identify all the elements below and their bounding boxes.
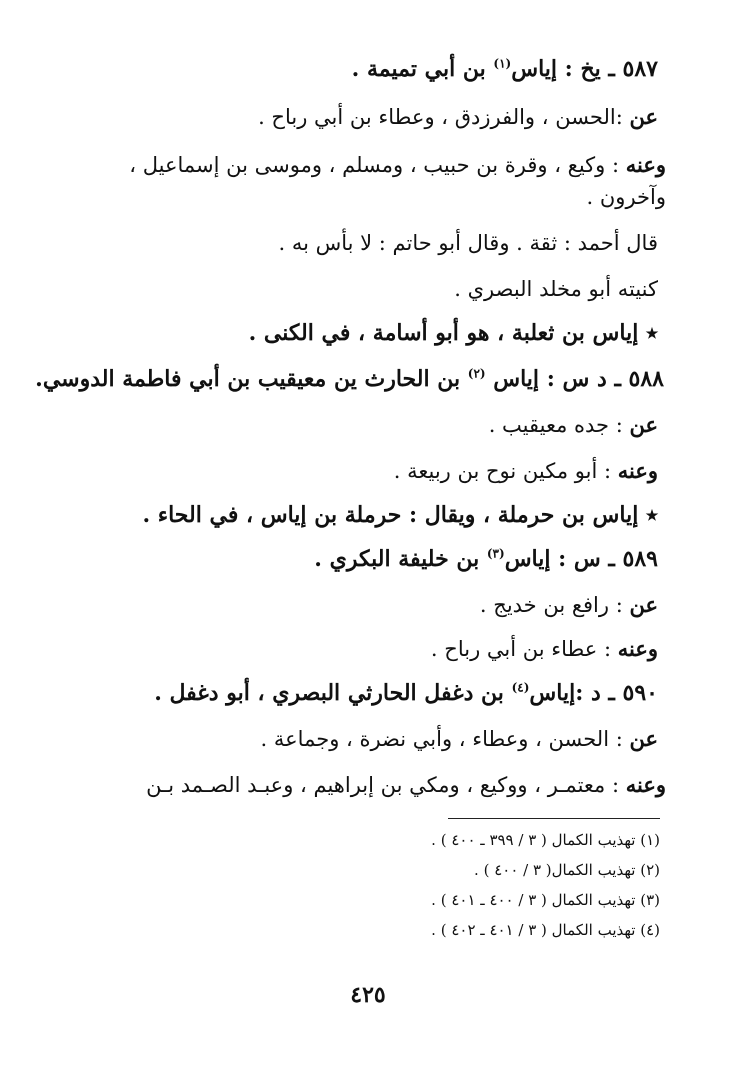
footnote-2: (٢) تهذيب الكمال( ٣ / ٤٠٠ ) . bbox=[474, 861, 660, 879]
entry-589-number-name: ٥٨٩ ـ س : إياس bbox=[504, 546, 658, 572]
entry-587-students: : وكيع ، وقرة بن حبيب ، ومسلم ، وموسى بن إسماعيل ، bbox=[129, 153, 626, 177]
page-number: ٤٢٥ bbox=[350, 982, 386, 1008]
cross-ref-thalaba: ٭ إياس بن ثعلبة ، هو أبو أسامة ، في الكنى . bbox=[248, 320, 658, 346]
entry-587-narrated-by-cont: وآخرون . bbox=[586, 185, 666, 209]
entry-590-heading bbox=[154, 678, 658, 708]
entry-590-students: : معتمـر ، ووكيع ، ومكي بن إبراهيم ، وعبـد الصـمد بـن bbox=[146, 773, 626, 797]
cross-ref-harmala: ٭ إياس بن حرملة ، ويقال : حرملة بن إياس ، في الحاء . bbox=[142, 502, 658, 528]
label-wanhu: وعنه bbox=[617, 458, 658, 483]
entry-587-narrated-from bbox=[258, 102, 658, 132]
entry-590-name-rest: بن دغفل الحارثي البصري ، أبو دغفل . bbox=[154, 680, 512, 706]
entry-588-heading bbox=[35, 364, 664, 394]
entry-587-grading: قال أحمد : ثقة . وقال أبو حاتم : لا بأس به . bbox=[278, 231, 658, 255]
entry-588-teachers: : جده معيقيب . bbox=[488, 413, 630, 437]
entry-589-teachers: : رافع بن خديج . bbox=[479, 593, 630, 617]
footnote-3: (٣) تهذيب الكمال ( ٣ / ٤٠٠ ـ ٤٠١ ) . bbox=[431, 891, 660, 909]
footnote-ref-1[interactable]: (١) bbox=[493, 56, 512, 71]
footnote-ref-4[interactable]: (٤) bbox=[511, 680, 530, 695]
entry-588-name-rest: بن الحارث ين معيقيب بن أبي فاطمة الدوسي. bbox=[35, 366, 468, 392]
label-wanhu: وعنه bbox=[617, 636, 658, 661]
entry-587-name-rest: بن أبي تميمة . bbox=[351, 56, 494, 82]
label-wanhu: وعنه bbox=[625, 152, 666, 177]
label-an: عن bbox=[629, 592, 658, 617]
entry-588-number-name: ٥٨٨ ـ د س : إياس bbox=[485, 366, 664, 392]
entry-590-narrated-by bbox=[146, 770, 666, 800]
entry-589-students: : عطاء بن أبي رباح . bbox=[430, 637, 618, 661]
entry-587-number-name: ٥٨٧ ـ يخ : إياس bbox=[511, 56, 658, 82]
entry-590-narrated-from bbox=[261, 724, 658, 754]
label-an: عن bbox=[629, 104, 658, 129]
entry-588-narrated-from bbox=[489, 410, 658, 440]
footnote-1: (١) تهذيب الكمال ( ٣ / ٣٩٩ ـ ٤٠٠ ) . bbox=[431, 831, 660, 849]
entry-589-name-rest: بن خليفة البكري . bbox=[314, 546, 487, 572]
entry-588-narrated-by bbox=[394, 456, 658, 486]
entry-589-narrated-from bbox=[480, 590, 658, 620]
entry-587-narrated-by bbox=[129, 150, 666, 180]
entry-590-number-name: ٥٩٠ ـ د :إياس bbox=[529, 680, 658, 706]
entry-587-kunya: كنيته أبو مخلد البصري . bbox=[454, 277, 658, 301]
footnote-ref-2[interactable]: (٢) bbox=[467, 366, 486, 381]
footnote-4: (٤) تهذيب الكمال ( ٣ / ٤٠١ ـ ٤٠٢ ) . bbox=[431, 921, 660, 939]
label-an: عن bbox=[629, 412, 658, 437]
entry-587-heading bbox=[352, 54, 658, 84]
footnote-divider bbox=[448, 818, 660, 819]
entry-590-teachers: : الحسن ، وعطاء ، وأبي نضرة ، وجماعة . bbox=[260, 727, 630, 751]
entry-588-students: : أبو مكين نوح بن ربيعة . bbox=[393, 459, 618, 483]
entry-589-heading bbox=[314, 544, 658, 574]
label-an: عن bbox=[629, 726, 658, 751]
footnote-ref-3[interactable]: (٣) bbox=[486, 546, 505, 561]
entry-589-narrated-by bbox=[431, 634, 658, 664]
label-wanhu: وعنه bbox=[625, 772, 666, 797]
entry-587-teachers: :الحسن ، والفرزدق ، وعطاء بن أبي رباح . bbox=[258, 105, 630, 129]
